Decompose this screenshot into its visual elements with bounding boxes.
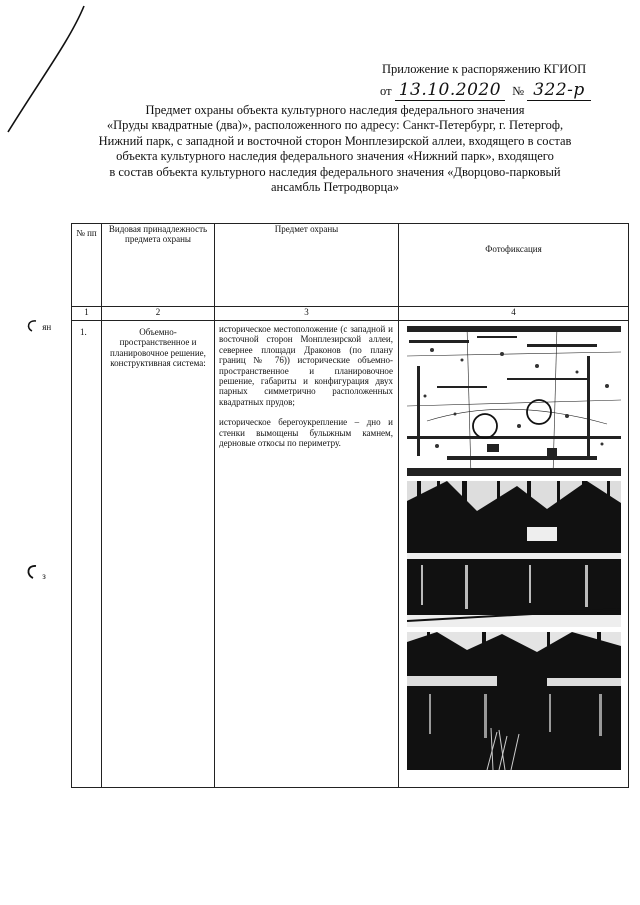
column-number-row: [72, 307, 629, 321]
title-line: в состав объекта культурного наследия федерального значения «Дворцово-парковый: [109, 164, 561, 179]
pond-photo-second: [407, 632, 621, 770]
title-line: «Пруды квадратные (два)», расположенного по адресу: Санкт-Петербург, г. Петергоф,: [106, 118, 564, 133]
row-type: Объемно-пространственное и планировочное решение, конструктивная система:: [102, 321, 215, 788]
document-title: [70, 103, 600, 195]
site-plan-image: [407, 326, 621, 476]
margin-mark: ян: [24, 318, 51, 336]
col-header-type: Видовая принадлежность предмета охраны: [102, 224, 215, 307]
title-line: объекта культурного наследия федерального значения «Нижний парк», входящего: [116, 149, 554, 164]
table-row: [72, 321, 629, 788]
col-header-no: № пп: [72, 224, 102, 307]
col-number: 3: [215, 307, 399, 321]
col-header-photo: Фотофиксация: [399, 224, 629, 307]
row-number: 1.: [72, 321, 102, 788]
col-number: 2: [102, 307, 215, 321]
margin-mark: з: [24, 563, 46, 583]
col-number: 4: [399, 307, 629, 321]
row-subject: [215, 321, 399, 788]
margin-stamp-icon: [24, 318, 40, 334]
table-header-row: [72, 224, 629, 307]
title-line: Предмет охраны объекта культурного наследия федерального значения: [145, 103, 525, 117]
date-prefix: от: [380, 84, 392, 98]
col-number: 1: [72, 307, 102, 321]
number-value: 322-р: [527, 80, 591, 101]
number-prefix: №: [512, 84, 525, 98]
margin-stamp-icon: [24, 563, 40, 581]
appendix-label: Приложение к распоряжению КГИОП: [382, 62, 587, 76]
date-line: [380, 80, 591, 100]
title-line: ансамбль Петродворца»: [270, 180, 399, 195]
date-value: 13.10.2020: [395, 80, 505, 101]
subject-paragraph: историческое берегоукрепление – дно и стенки вымощены булыжным камнем, дерновые откосы по периметру.: [219, 417, 393, 449]
protection-subject-table: [71, 223, 629, 788]
title-line: Нижний парк, с западной и восточной сторон Монплезирской аллеи, входящего в состав: [98, 133, 572, 148]
row-photos: [399, 321, 629, 788]
pond-photo-winter: [407, 481, 621, 627]
subject-paragraph: историческое местоположение (с западной и восточной сторон Монплезирской аллеи, севернее площади Драконов (по плану границ № 76)) исторические объемно-пространственное и планировочное решение, габариты и конфигурация двух парных симметрично расположенных квадратных прудов;: [219, 324, 393, 407]
col-header-subject: Предмет охраны: [215, 224, 399, 307]
